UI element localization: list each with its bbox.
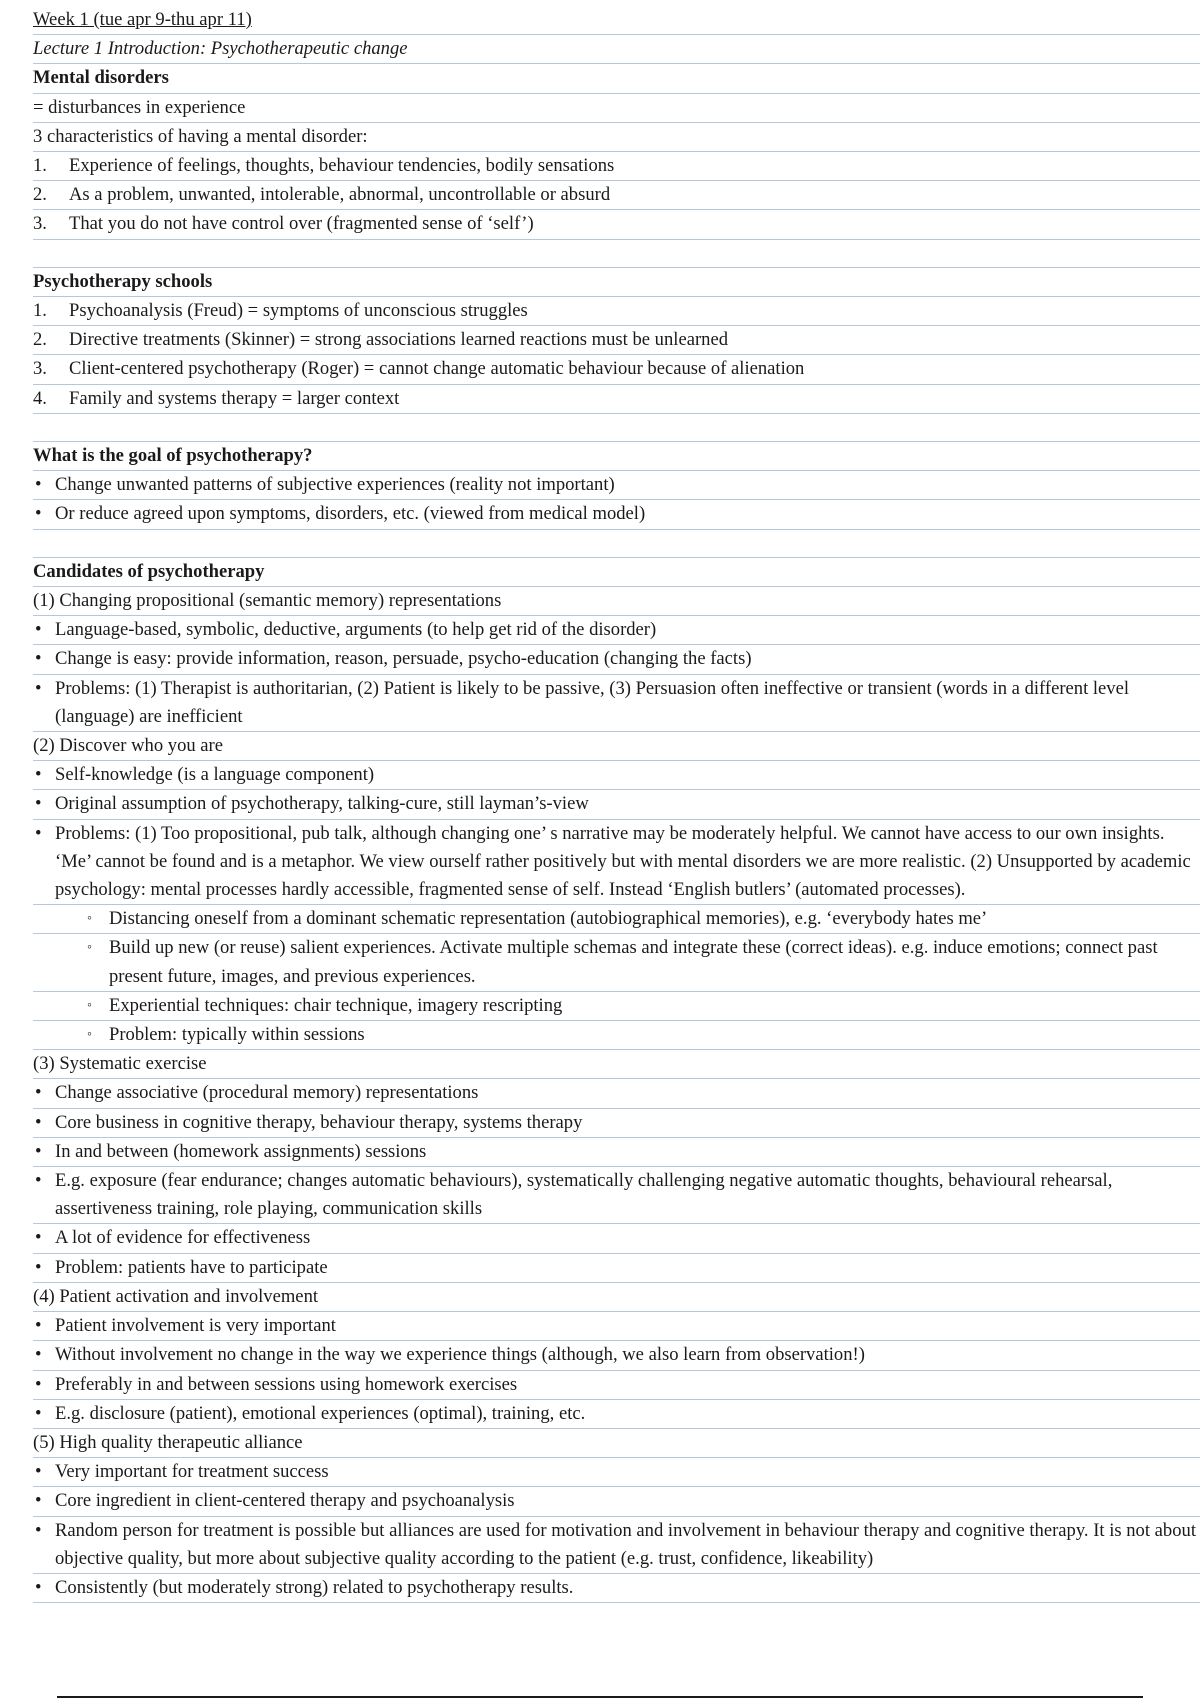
list-item — [33, 1224, 1200, 1253]
item-text: In and between (homework assignments) sessions — [55, 1140, 427, 1162]
item-number: 1. — [33, 300, 47, 322]
item-text: Random person for treatment is possible but alliances are used for motivation and involvement in behaviour therapy and cognitive therapy. It is not about objective quality, but more about subjective quality according to the patient (e.g. trust, confidence, likeability) — [55, 1519, 1196, 1569]
sub-list-item — [33, 1021, 1200, 1050]
list-item — [33, 1487, 1200, 1516]
sub-list-item — [33, 905, 1200, 934]
list-item — [33, 1341, 1200, 1370]
item-text: Original assumption of psychotherapy, talking-cure, still layman’s-view — [55, 793, 589, 815]
list-item — [33, 761, 1200, 790]
bullet-icon: • — [35, 619, 42, 641]
item-text: Build up new (or reuse) salient experiences. Activate multiple schemas and integrate these (correct ideas). e.g. induce emotions; connect past present future, images, and previous experiences. — [109, 937, 1158, 987]
week-line — [33, 6, 1200, 35]
item-number: 4. — [33, 387, 47, 409]
bullet-icon: • — [35, 1111, 42, 1133]
item-text: E.g. exposure (fear endurance; changes automatic behaviours), systematically challenging negative automatic thoughts, behavioural rehearsal, assertiveness training, role playing, communication skills — [55, 1170, 1113, 1220]
numbered-list — [33, 297, 1200, 414]
list-item — [33, 1517, 1200, 1574]
item-text: Directive treatments (Skinner) = strong associations learned reactions must be unlearned — [69, 329, 728, 351]
item-number: 2. — [33, 184, 47, 206]
list-item — [33, 1458, 1200, 1487]
candidate-title: (4) Patient activation and involvement — [33, 1283, 1200, 1312]
item-text: Change is easy: provide information, reason, persuade, psycho-education (changing the facts) — [55, 648, 752, 670]
list-item — [33, 297, 1200, 326]
sub-bullet-icon: ◦ — [87, 1027, 92, 1043]
list-item — [33, 1167, 1200, 1224]
list-item — [33, 471, 1200, 500]
numbered-list — [33, 152, 1200, 240]
candidate-title: (5) High quality therapeutic alliance — [33, 1429, 1200, 1458]
item-text: That you do not have control over (fragmented sense of ‘self’) — [69, 213, 534, 235]
list-item — [33, 385, 1200, 414]
item-text: Patient involvement is very important — [55, 1315, 336, 1337]
bullet-icon: • — [35, 764, 42, 786]
sub-list-item — [33, 934, 1200, 991]
footer-rule — [57, 1696, 1143, 1698]
blank-line — [33, 530, 1200, 558]
definition-line: = disturbances in experience — [33, 94, 1200, 123]
sub-bullet-list — [33, 905, 1200, 1050]
bullet-icon: • — [35, 1256, 42, 1278]
item-text: Distancing oneself from a dominant schematic representation (autobiographical memories), e.g. ‘everybody hates me’ — [109, 908, 988, 930]
list-item — [33, 1400, 1200, 1429]
list-item — [33, 210, 1200, 239]
list-item — [33, 1371, 1200, 1400]
bullet-icon: • — [35, 1519, 42, 1541]
item-number: 2. — [33, 329, 47, 351]
bullet-icon: • — [35, 1461, 42, 1483]
bullet-icon: • — [35, 1576, 42, 1598]
item-text: Psychoanalysis (Freud) = symptoms of unconscious struggles — [69, 300, 528, 322]
bullet-icon: • — [35, 1082, 42, 1104]
list-item — [33, 790, 1200, 819]
item-text: Preferably in and between sessions using homework exercises — [55, 1373, 518, 1395]
bullet-list — [33, 1458, 1200, 1603]
item-text: Family and systems therapy = larger context — [69, 387, 400, 409]
list-item — [33, 1109, 1200, 1138]
item-text: Without involvement no change in the way we experience things (although, we also learn from observation!) — [55, 1344, 865, 1366]
bullet-icon: • — [35, 1227, 42, 1249]
item-number: 1. — [33, 155, 47, 177]
item-text: Problem: typically within sessions — [109, 1024, 365, 1046]
section-heading: Mental disorders — [33, 64, 1200, 93]
item-number: 3. — [33, 213, 47, 235]
item-text: Problems: (1) Therapist is authoritarian, (2) Patient is likely to be passive, (3) Persuasion often ineffective or transient (words in a different level (language) are inefficient — [55, 677, 1130, 727]
item-text: As a problem, unwanted, intolerable, abnormal, uncontrollable or absurd — [69, 184, 611, 206]
week-title: Week 1 (tue apr 9-thu apr 11) — [33, 9, 252, 30]
list-item — [33, 1138, 1200, 1167]
list-item — [33, 326, 1200, 355]
bullet-icon: • — [35, 1170, 42, 1192]
item-text: Consistently (but moderately strong) related to psychotherapy results. — [55, 1576, 574, 1598]
item-text: Problems: (1) Too propositional, pub talk, although changing one’ s narrative may be moderately helpful. We cannot have access to our own insights. ‘Me’ cannot be found and is a metaphor. We view ourself rather positively but with mental disorders we are more realistic. (2) Unsupported by academic psychology: mental processes hardly accessible, fragmented sense of self. Instead ‘English butlers’ (automated processes). — [55, 822, 1191, 901]
item-text: Self-knowledge (is a language component) — [55, 764, 375, 786]
list-item — [33, 820, 1200, 906]
item-text: E.g. disclosure (patient), emotional experiences (optimal), training, etc. — [55, 1402, 586, 1424]
bullet-icon: • — [35, 648, 42, 670]
bullet-icon: • — [35, 822, 42, 844]
item-text: Core ingredient in client-centered therapy and psychoanalysis — [55, 1490, 515, 1512]
bullet-list — [33, 1312, 1200, 1429]
list-item — [33, 1312, 1200, 1341]
bullet-list — [33, 616, 1200, 732]
bullet-icon: • — [35, 1402, 42, 1424]
item-number: 3. — [33, 358, 47, 380]
section-heading: Psychotherapy schools — [33, 268, 1200, 297]
list-item — [33, 616, 1200, 645]
candidate-title: (1) Changing propositional (semantic memory) representations — [33, 587, 1200, 616]
bullet-icon: • — [35, 793, 42, 815]
item-text: Client-centered psychotherapy (Roger) = cannot change automatic behaviour because of alienation — [69, 358, 805, 380]
blank-line — [33, 240, 1200, 268]
bullet-icon: • — [35, 1490, 42, 1512]
list-item — [33, 181, 1200, 210]
bullet-icon: • — [35, 474, 42, 496]
bullet-icon: • — [35, 1315, 42, 1337]
item-text: Experiential techniques: chair technique, imagery rescripting — [109, 994, 563, 1016]
bullet-icon: • — [35, 503, 42, 525]
bullet-list — [33, 471, 1200, 529]
item-text: Experience of feelings, thoughts, behaviour tendencies, bodily sensations — [69, 155, 615, 177]
candidate-title: (3) Systematic exercise — [33, 1050, 1200, 1079]
list-item — [33, 645, 1200, 674]
sub-bullet-icon: ◦ — [87, 997, 92, 1013]
item-text: Change unwanted patterns of subjective experiences (reality not important) — [55, 474, 615, 496]
item-text: Change associative (procedural memory) representations — [55, 1082, 479, 1104]
list-item — [33, 355, 1200, 384]
bullet-icon: • — [35, 1140, 42, 1162]
section-heading: What is the goal of psychotherapy? — [33, 442, 1200, 471]
list-item — [33, 500, 1200, 529]
document-page — [33, 6, 1200, 1603]
list-item — [33, 1254, 1200, 1283]
list-item — [33, 1574, 1200, 1603]
sub-list-item — [33, 992, 1200, 1021]
sub-bullet-icon: ◦ — [87, 940, 92, 956]
item-text: Problem: patients have to participate — [55, 1256, 328, 1278]
bullet-icon: • — [35, 1373, 42, 1395]
intro-line: 3 characteristics of having a mental disorder: — [33, 123, 1200, 152]
item-text: Or reduce agreed upon symptoms, disorders, etc. (viewed from medical model) — [55, 503, 646, 525]
item-text: Core business in cognitive therapy, behaviour therapy, systems therapy — [55, 1111, 583, 1133]
bullet-icon: • — [35, 1344, 42, 1366]
item-text: Very important for treatment success — [55, 1461, 329, 1483]
item-text: Language-based, symbolic, deductive, arguments (to help get rid of the disorder) — [55, 619, 657, 641]
section-heading: Candidates of psychotherapy — [33, 558, 1200, 587]
bullet-list — [33, 761, 1200, 905]
bullet-list — [33, 1079, 1200, 1282]
candidate-title: (2) Discover who you are — [33, 732, 1200, 761]
list-item — [33, 675, 1200, 732]
sub-bullet-icon: ◦ — [87, 911, 92, 927]
item-text: A lot of evidence for effectiveness — [55, 1227, 311, 1249]
list-item — [33, 1079, 1200, 1108]
blank-line — [33, 414, 1200, 442]
bullet-icon: • — [35, 677, 42, 699]
lecture-title: Lecture 1 Introduction: Psychotherapeutic change — [33, 35, 1200, 64]
list-item — [33, 152, 1200, 181]
